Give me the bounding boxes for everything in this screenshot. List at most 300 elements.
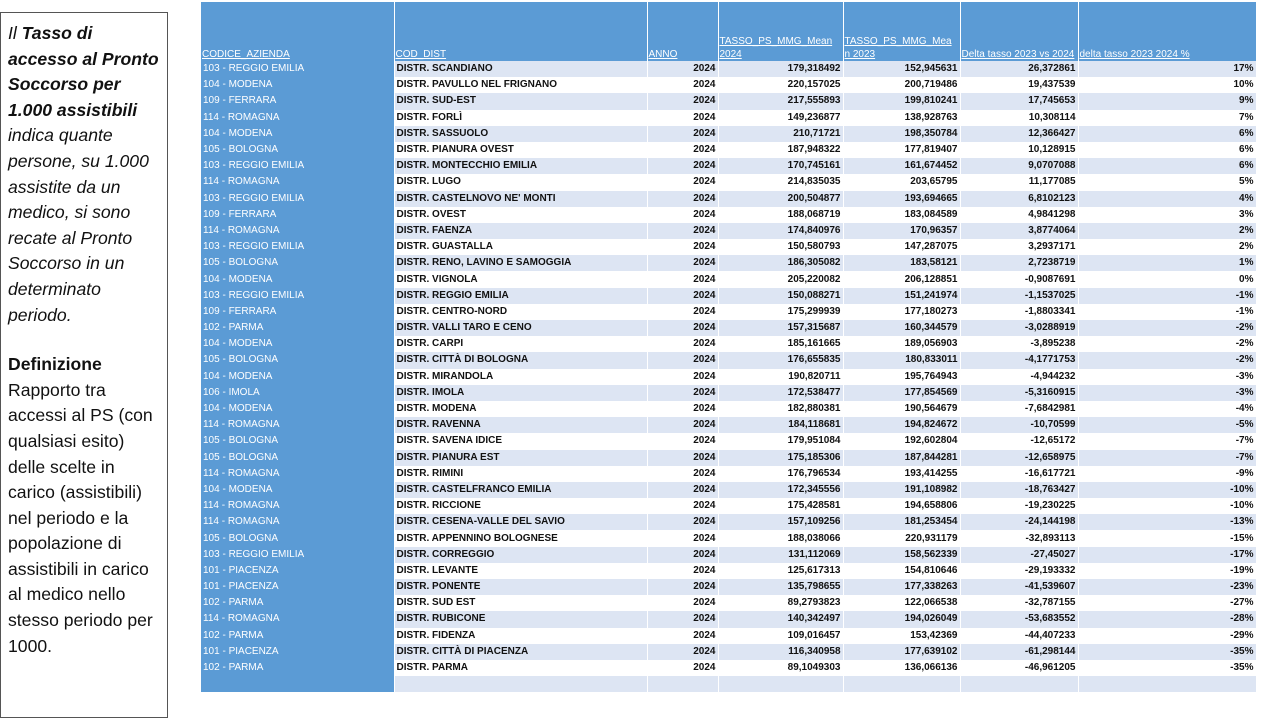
cell-anno: 2024 [647,126,718,142]
cell-delta: 9,0707088 [960,158,1078,174]
cell-cod-dist: DISTR. VIGNOLA [394,271,647,287]
cell-delta-percent: -2% [1078,352,1256,368]
cell-cod-dist: DISTR. RUBICONE [394,611,647,627]
cell-delta: -12,65172 [960,433,1078,449]
cell-delta: -1,1537025 [960,288,1078,304]
cell-tasso-2023: 189,056903 [843,336,960,352]
header-tasso-2024[interactable]: TASSO_PS_MMG_Mean 2024 [718,2,843,61]
cell-tasso-2024: 172,345556 [718,482,843,498]
cell-anno: 2024 [647,482,718,498]
cell-anno: 2024 [647,450,718,466]
cell-delta-percent: -1% [1078,304,1256,320]
cell-delta: 2,7238719 [960,255,1078,271]
table-row [201,271,1256,287]
cell-delta-percent: 6% [1078,158,1256,174]
cell-codice-azienda: 105 - BOLOGNA [201,352,394,368]
cell-cod-dist: DISTR. REGGIO EMILIA [394,288,647,304]
definition-text: Rapporto tra accessi al PS (con qualsiasi esito) delle scelte in carico (assistibili) nel periodo e la popolazione di assistibili in carico al medico nello stesso periodo per 1000. [8,379,153,656]
cell-codice-azienda: 103 - REGGIO EMILIA [201,239,394,255]
table-row [201,644,1256,660]
cell-codice-azienda: 109 - FERRARA [201,207,394,223]
intro-rest: indica quante persone, su 1.000 assistite da un medico, si sono recate al Pronto Soccorso in un determinato periodo. [8,125,149,325]
cell-tasso-2023: 147,287075 [843,239,960,255]
cell-anno: 2024 [647,61,718,77]
header-cod-dist[interactable]: COD_DIST [394,2,647,61]
cell-delta-percent: 1% [1078,255,1256,271]
empty-cell [843,676,960,692]
cell-cod-dist: DISTR. SUD EST [394,595,647,611]
table-row [201,498,1256,514]
cell-delta-percent: -9% [1078,466,1256,482]
table-row [201,482,1256,498]
cell-tasso-2024: 109,016457 [718,628,843,644]
cell-tasso-2023: 177,338263 [843,579,960,595]
cell-cod-dist: DISTR. RIMINI [394,466,647,482]
cell-tasso-2024: 190,820711 [718,369,843,385]
table-row [201,579,1256,595]
cell-cod-dist: DISTR. LUGO [394,174,647,190]
cell-tasso-2023: 177,854569 [843,385,960,401]
cell-tasso-2024: 157,109256 [718,514,843,530]
cell-delta: -4,1771753 [960,352,1078,368]
cell-tasso-2024: 140,342497 [718,611,843,627]
cell-cod-dist: DISTR. MODENA [394,401,647,417]
cell-codice-azienda: 114 - ROMAGNA [201,174,394,190]
cell-tasso-2024: 186,305082 [718,255,843,271]
cell-tasso-2023: 220,931179 [843,530,960,546]
cell-tasso-2023: 161,674452 [843,158,960,174]
header-delta[interactable]: Delta tasso 2023 vs 2024 [960,2,1078,61]
cell-delta-percent: -27% [1078,595,1256,611]
table-row [201,191,1256,207]
cell-cod-dist: DISTR. RAVENNA [394,417,647,433]
cell-tasso-2024: 175,299939 [718,304,843,320]
intro-text [8,21,161,328]
cell-tasso-2023: 199,810241 [843,93,960,109]
cell-delta-percent: 0% [1078,271,1256,287]
empty-cell [1078,676,1256,692]
cell-codice-azienda: 103 - REGGIO EMILIA [201,61,394,77]
cell-codice-azienda: 109 - FERRARA [201,304,394,320]
cell-delta: -32,893113 [960,530,1078,546]
cell-delta: -27,45027 [960,547,1078,563]
cell-tasso-2023: 206,128851 [843,271,960,287]
cell-cod-dist: DISTR. IMOLA [394,385,647,401]
cell-delta: -4,944232 [960,369,1078,385]
table-row [201,255,1256,271]
cell-delta: -1,8803341 [960,304,1078,320]
header-anno[interactable]: ANNO [647,2,718,61]
cell-tasso-2024: 179,951084 [718,433,843,449]
cell-tasso-2024: 170,745161 [718,158,843,174]
cell-tasso-2023: 177,639102 [843,644,960,660]
cell-anno: 2024 [647,93,718,109]
cell-tasso-2024: 210,71721 [718,126,843,142]
header-codice-azienda[interactable]: CODICE_AZIENDA [201,2,394,61]
cell-cod-dist: DISTR. SCANDIANO [394,61,647,77]
cell-anno: 2024 [647,174,718,190]
cell-tasso-2024: 175,185306 [718,450,843,466]
cell-delta: -16,617721 [960,466,1078,482]
data-table [201,2,1257,692]
cell-cod-dist: DISTR. CESENA-VALLE DEL SAVIO [394,514,647,530]
cell-codice-azienda: 104 - MODENA [201,482,394,498]
cell-codice-azienda: 109 - FERRARA [201,93,394,109]
cell-anno: 2024 [647,611,718,627]
cell-delta-percent: 9% [1078,93,1256,109]
table-row [201,450,1256,466]
cell-delta: -29,193332 [960,563,1078,579]
cell-codice-azienda: 105 - BOLOGNA [201,142,394,158]
cell-delta-percent: -2% [1078,336,1256,352]
cell-delta-percent: -19% [1078,563,1256,579]
cell-codice-azienda: 105 - BOLOGNA [201,530,394,546]
table-row [201,514,1256,530]
cell-delta-percent: 2% [1078,223,1256,239]
table-row [201,320,1256,336]
cell-delta: 6,8102123 [960,191,1078,207]
empty-cell [647,676,718,692]
cell-tasso-2023: 194,026049 [843,611,960,627]
cell-delta-percent: -35% [1078,644,1256,660]
cell-tasso-2024: 116,340958 [718,644,843,660]
table-row [201,628,1256,644]
table-row [201,93,1256,109]
cell-delta-percent: -3% [1078,369,1256,385]
cell-tasso-2023: 195,764943 [843,369,960,385]
cell-delta: 3,2937171 [960,239,1078,255]
cell-delta: -24,144198 [960,514,1078,530]
cell-delta-percent: -3% [1078,385,1256,401]
cell-anno: 2024 [647,579,718,595]
cell-codice-azienda: 114 - ROMAGNA [201,417,394,433]
cell-anno: 2024 [647,352,718,368]
table-row [201,466,1256,482]
table-row [201,433,1256,449]
cell-tasso-2024: 184,118681 [718,417,843,433]
cell-delta-percent: 10% [1078,77,1256,93]
cell-tasso-2024: 205,220082 [718,271,843,287]
intro-bold: Tasso di accesso al Pronto Soccorso per 1.000 assistibili [8,23,159,120]
cell-anno: 2024 [647,595,718,611]
header-tasso-2023[interactable]: TASSO_PS_MMG_Mea n 2023 [843,2,960,61]
cell-codice-azienda: 114 - ROMAGNA [201,611,394,627]
cell-anno: 2024 [647,644,718,660]
table-row [201,223,1256,239]
cell-delta-percent: -15% [1078,530,1256,546]
table-row [201,563,1256,579]
cell-delta-percent: -10% [1078,498,1256,514]
cell-anno: 2024 [647,288,718,304]
cell-codice-azienda: 104 - MODENA [201,126,394,142]
table-header-row [201,2,1256,61]
cell-tasso-2024: 176,655835 [718,352,843,368]
table-row [201,369,1256,385]
cell-codice-azienda: 105 - BOLOGNA [201,255,394,271]
cell-delta-percent: 5% [1078,174,1256,190]
cell-delta-percent: -5% [1078,417,1256,433]
table-row [201,61,1256,77]
cell-anno: 2024 [647,401,718,417]
cell-tasso-2023: 191,108982 [843,482,960,498]
cell-delta-percent: -28% [1078,611,1256,627]
cell-delta: 3,8774064 [960,223,1078,239]
table-row [201,352,1256,368]
cell-delta: -32,787155 [960,595,1078,611]
table-row [201,336,1256,352]
empty-cell [718,676,843,692]
empty-cell [960,676,1078,692]
cell-codice-azienda: 104 - MODENA [201,77,394,93]
definition-title: Definizione [8,354,102,375]
cell-delta: -3,895238 [960,336,1078,352]
cell-anno: 2024 [647,320,718,336]
cell-codice-azienda: 104 - MODENA [201,369,394,385]
cell-delta-percent: -29% [1078,628,1256,644]
cell-tasso-2023: 187,844281 [843,450,960,466]
cell-cod-dist: DISTR. LEVANTE [394,563,647,579]
cell-tasso-2024: 217,555893 [718,93,843,109]
cell-delta: -53,683552 [960,611,1078,627]
cell-tasso-2024: 89,2793823 [718,595,843,611]
table-row [201,304,1256,320]
cell-delta: 10,128915 [960,142,1078,158]
cell-tasso-2024: 214,835035 [718,174,843,190]
cell-delta-percent: 3% [1078,207,1256,223]
cell-codice-azienda: 106 - IMOLA [201,385,394,401]
table-row-blank [201,676,1256,692]
cell-delta-percent: -23% [1078,579,1256,595]
table-row [201,547,1256,563]
table-row [201,142,1256,158]
table-row [201,611,1256,627]
cell-cod-dist: DISTR. GUASTALLA [394,239,647,255]
cell-codice-azienda: 102 - PARMA [201,628,394,644]
cell-tasso-2024: 185,161665 [718,336,843,352]
cell-anno: 2024 [647,498,718,514]
cell-delta: -46,961205 [960,660,1078,676]
cell-anno: 2024 [647,466,718,482]
table-body [201,61,1256,692]
cell-tasso-2023: 136,066136 [843,660,960,676]
cell-delta: 26,372861 [960,61,1078,77]
cell-anno: 2024 [647,239,718,255]
cell-cod-dist: DISTR. SASSUOLO [394,126,647,142]
cell-codice-azienda: 101 - PIACENZA [201,644,394,660]
table-row [201,417,1256,433]
cell-codice-azienda: 103 - REGGIO EMILIA [201,191,394,207]
table-row [201,207,1256,223]
table-row [201,401,1256,417]
cell-delta-percent: -13% [1078,514,1256,530]
cell-tasso-2023: 198,350784 [843,126,960,142]
cell-cod-dist: DISTR. PIANURA OVEST [394,142,647,158]
header-delta-percent[interactable]: delta tasso 2023 2024 % [1078,2,1256,61]
cell-tasso-2024: 172,538477 [718,385,843,401]
cell-anno: 2024 [647,563,718,579]
cell-tasso-2023: 194,658806 [843,498,960,514]
cell-cod-dist: DISTR. MIRANDOLA [394,369,647,385]
cell-tasso-2023: 138,928763 [843,110,960,126]
cell-codice-azienda: 104 - MODENA [201,336,394,352]
cell-delta-percent: -35% [1078,660,1256,676]
cell-tasso-2024: 150,580793 [718,239,843,255]
cell-delta: -5,3160915 [960,385,1078,401]
cell-delta-percent: -7% [1078,433,1256,449]
cell-tasso-2024: 89,1049303 [718,660,843,676]
cell-tasso-2024: 179,318492 [718,61,843,77]
cell-anno: 2024 [647,369,718,385]
cell-codice-azienda: 114 - ROMAGNA [201,514,394,530]
cell-tasso-2024: 220,157025 [718,77,843,93]
cell-tasso-2023: 151,241974 [843,288,960,304]
table-row [201,385,1256,401]
cell-cod-dist: DISTR. APPENNINO BOLOGNESE [394,530,647,546]
cell-anno: 2024 [647,417,718,433]
cell-cod-dist: DISTR. MONTECCHIO EMILIA [394,158,647,174]
cell-codice-azienda: 105 - BOLOGNA [201,433,394,449]
cell-delta-percent: 4% [1078,191,1256,207]
cell-codice-azienda: 105 - BOLOGNA [201,450,394,466]
cell-cod-dist: DISTR. CENTRO-NORD [394,304,647,320]
cell-cod-dist: DISTR. CORREGGIO [394,547,647,563]
cell-tasso-2023: 154,810646 [843,563,960,579]
cell-delta: 12,366427 [960,126,1078,142]
cell-cod-dist: DISTR. PIANURA EST [394,450,647,466]
cell-anno: 2024 [647,660,718,676]
cell-tasso-2024: 150,088271 [718,288,843,304]
cell-tasso-2024: 157,315687 [718,320,843,336]
table-row [201,77,1256,93]
cell-anno: 2024 [647,255,718,271]
cell-codice-azienda: 114 - ROMAGNA [201,110,394,126]
cell-delta: 11,177085 [960,174,1078,190]
cell-delta: -3,0288919 [960,320,1078,336]
cell-anno: 2024 [647,433,718,449]
cell-codice-azienda: 101 - PIACENZA [201,579,394,595]
cell-delta-percent: 17% [1078,61,1256,77]
table-row [201,126,1256,142]
cell-codice-azienda: 114 - ROMAGNA [201,498,394,514]
cell-delta: 4,9841298 [960,207,1078,223]
cell-delta-percent: -7% [1078,450,1256,466]
cell-delta-percent: 2% [1078,239,1256,255]
cell-tasso-2023: 190,564679 [843,401,960,417]
cell-anno: 2024 [647,514,718,530]
cell-tasso-2023: 203,65795 [843,174,960,190]
cell-tasso-2023: 183,084589 [843,207,960,223]
cell-delta-percent: 7% [1078,110,1256,126]
cell-delta: -41,539607 [960,579,1078,595]
cell-tasso-2023: 177,819407 [843,142,960,158]
cell-cod-dist: DISTR. PARMA [394,660,647,676]
cell-delta-percent: -4% [1078,401,1256,417]
cell-delta: -61,298144 [960,644,1078,660]
cell-codice-azienda: 104 - MODENA [201,401,394,417]
cell-delta-percent: 6% [1078,126,1256,142]
cell-delta-percent: -17% [1078,547,1256,563]
cell-anno: 2024 [647,77,718,93]
cell-tasso-2024: 188,068719 [718,207,843,223]
cell-codice-azienda: 101 - PIACENZA [201,563,394,579]
cell-tasso-2024: 187,948322 [718,142,843,158]
table-row [201,158,1256,174]
cell-delta: 10,308114 [960,110,1078,126]
table-row [201,660,1256,676]
cell-tasso-2023: 177,180273 [843,304,960,320]
cell-anno: 2024 [647,142,718,158]
cell-anno: 2024 [647,158,718,174]
cell-tasso-2023: 170,96357 [843,223,960,239]
cell-anno: 2024 [647,110,718,126]
table-row [201,110,1256,126]
cell-tasso-2023: 193,694665 [843,191,960,207]
cell-tasso-2023: 183,58121 [843,255,960,271]
cell-delta: -12,658975 [960,450,1078,466]
cell-tasso-2023: 122,066538 [843,595,960,611]
cell-anno: 2024 [647,191,718,207]
cell-tasso-2023: 181,253454 [843,514,960,530]
cell-anno: 2024 [647,223,718,239]
cell-cod-dist: DISTR. SAVENA IDICE [394,433,647,449]
cell-cod-dist: DISTR. FIDENZA [394,628,647,644]
cell-cod-dist: DISTR. OVEST [394,207,647,223]
cell-tasso-2023: 158,562339 [843,547,960,563]
cell-delta-percent: 6% [1078,142,1256,158]
cell-tasso-2024: 176,796534 [718,466,843,482]
cell-delta: -44,407233 [960,628,1078,644]
cell-anno: 2024 [647,628,718,644]
cell-tasso-2024: 174,840976 [718,223,843,239]
cell-codice-azienda: 114 - ROMAGNA [201,223,394,239]
cell-codice-azienda: 102 - PARMA [201,660,394,676]
cell-tasso-2023: 200,719486 [843,77,960,93]
cell-cod-dist: DISTR. PAVULLO NEL FRIGNANO [394,77,647,93]
cell-tasso-2024: 125,617313 [718,563,843,579]
cell-tasso-2024: 131,112069 [718,547,843,563]
intro-prefix: Il [8,23,22,43]
cell-tasso-2024: 135,798655 [718,579,843,595]
cell-anno: 2024 [647,547,718,563]
cell-delta-percent: -2% [1078,320,1256,336]
cell-cod-dist: DISTR. FAENZA [394,223,647,239]
cell-cod-dist: DISTR. FORLÌ [394,110,647,126]
table-row [201,530,1256,546]
cell-tasso-2023: 180,833011 [843,352,960,368]
cell-tasso-2024: 175,428581 [718,498,843,514]
table-row [201,595,1256,611]
cell-tasso-2024: 188,038066 [718,530,843,546]
cell-anno: 2024 [647,530,718,546]
cell-delta: -7,6842981 [960,401,1078,417]
cell-tasso-2024: 200,504877 [718,191,843,207]
cell-cod-dist: DISTR. VALLI TARO E CENO [394,320,647,336]
cell-tasso-2023: 192,602804 [843,433,960,449]
data-table-container [201,2,1256,692]
cell-tasso-2024: 182,880381 [718,401,843,417]
cell-codice-azienda: 102 - PARMA [201,320,394,336]
cell-cod-dist: DISTR. PONENTE [394,579,647,595]
cell-cod-dist: DISTR. CARPI [394,336,647,352]
cell-delta-percent: -10% [1078,482,1256,498]
cell-codice-azienda: 103 - REGGIO EMILIA [201,547,394,563]
cell-anno: 2024 [647,385,718,401]
cell-delta: 17,745653 [960,93,1078,109]
cell-tasso-2024: 149,236877 [718,110,843,126]
cell-codice-azienda: 102 - PARMA [201,595,394,611]
cell-cod-dist: DISTR. RICCIONE [394,498,647,514]
cell-tasso-2023: 160,344579 [843,320,960,336]
